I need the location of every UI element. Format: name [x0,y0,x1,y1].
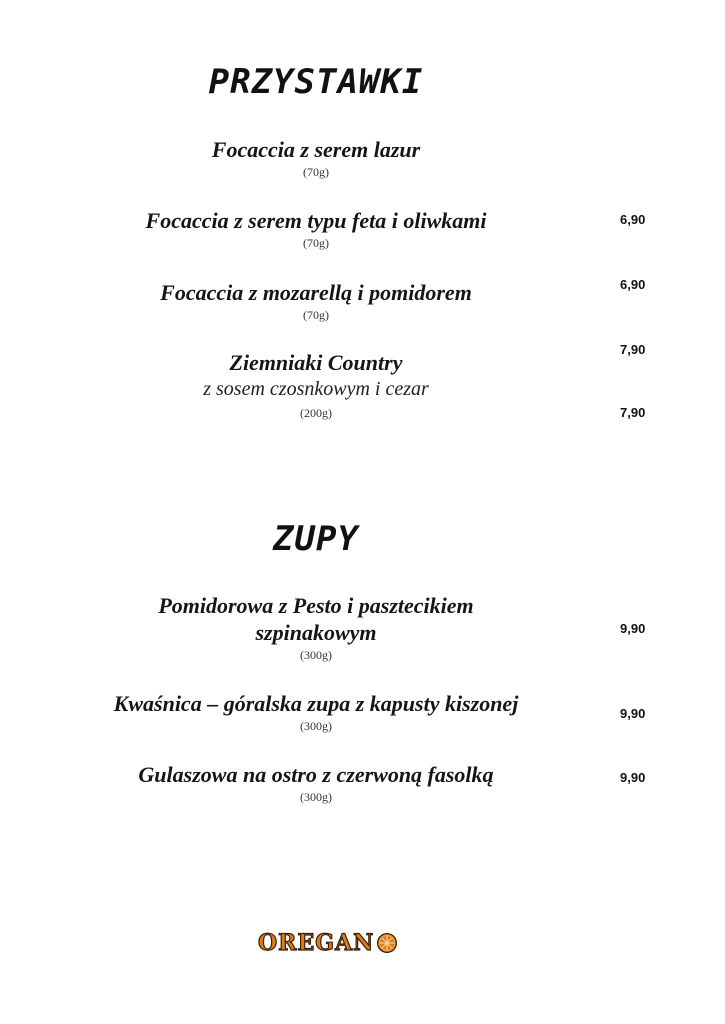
dish-price: 7,90 [620,405,646,420]
dish-price: 7,90 [620,342,646,357]
dish-price: 9,90 [620,706,646,721]
dish-weight: (300g) [300,719,332,733]
dish-price: 9,90 [620,621,646,636]
dish-name: szpinakowym [255,620,377,645]
dish-name: Focaccia z serem lazur [211,137,421,162]
dish-name: Kwaśnica – góralska zupa z kapusty kiszonej [113,691,519,716]
dish-name: Pomidorowa z Pesto i pasztecikiem [158,593,474,618]
dish-weight: (70g) [303,236,329,250]
dish-name: Focaccia z serem typu feta i oliwkami [145,208,487,233]
dish-price: 9,90 [620,770,646,785]
dish-subtitle: z sosem czosnkowym i cezar [203,378,429,400]
oregano-logo [258,928,398,958]
dish-price: 6,90 [620,277,646,292]
section-heading-zupy: ZUPY [273,519,359,559]
dish-weight: (300g) [300,648,332,662]
dish-weight: (200g) [300,406,332,420]
dish-weight: (70g) [303,308,329,322]
dish-name: Focaccia z mozarellą i pomidorem [160,280,472,305]
dish-name: Ziemniaki Country [229,350,403,375]
section-heading-przystawki: PRZYSTAWKI [208,62,424,102]
orange-slice-icon [376,932,398,954]
dish-weight: (300g) [300,790,332,804]
dish-name: Gulaszowa na ostro z czerwoną fasolką [138,762,494,787]
logo-text: OREGAN [258,930,375,956]
dish-weight: (70g) [303,165,329,179]
dish-price: 6,90 [620,212,646,227]
